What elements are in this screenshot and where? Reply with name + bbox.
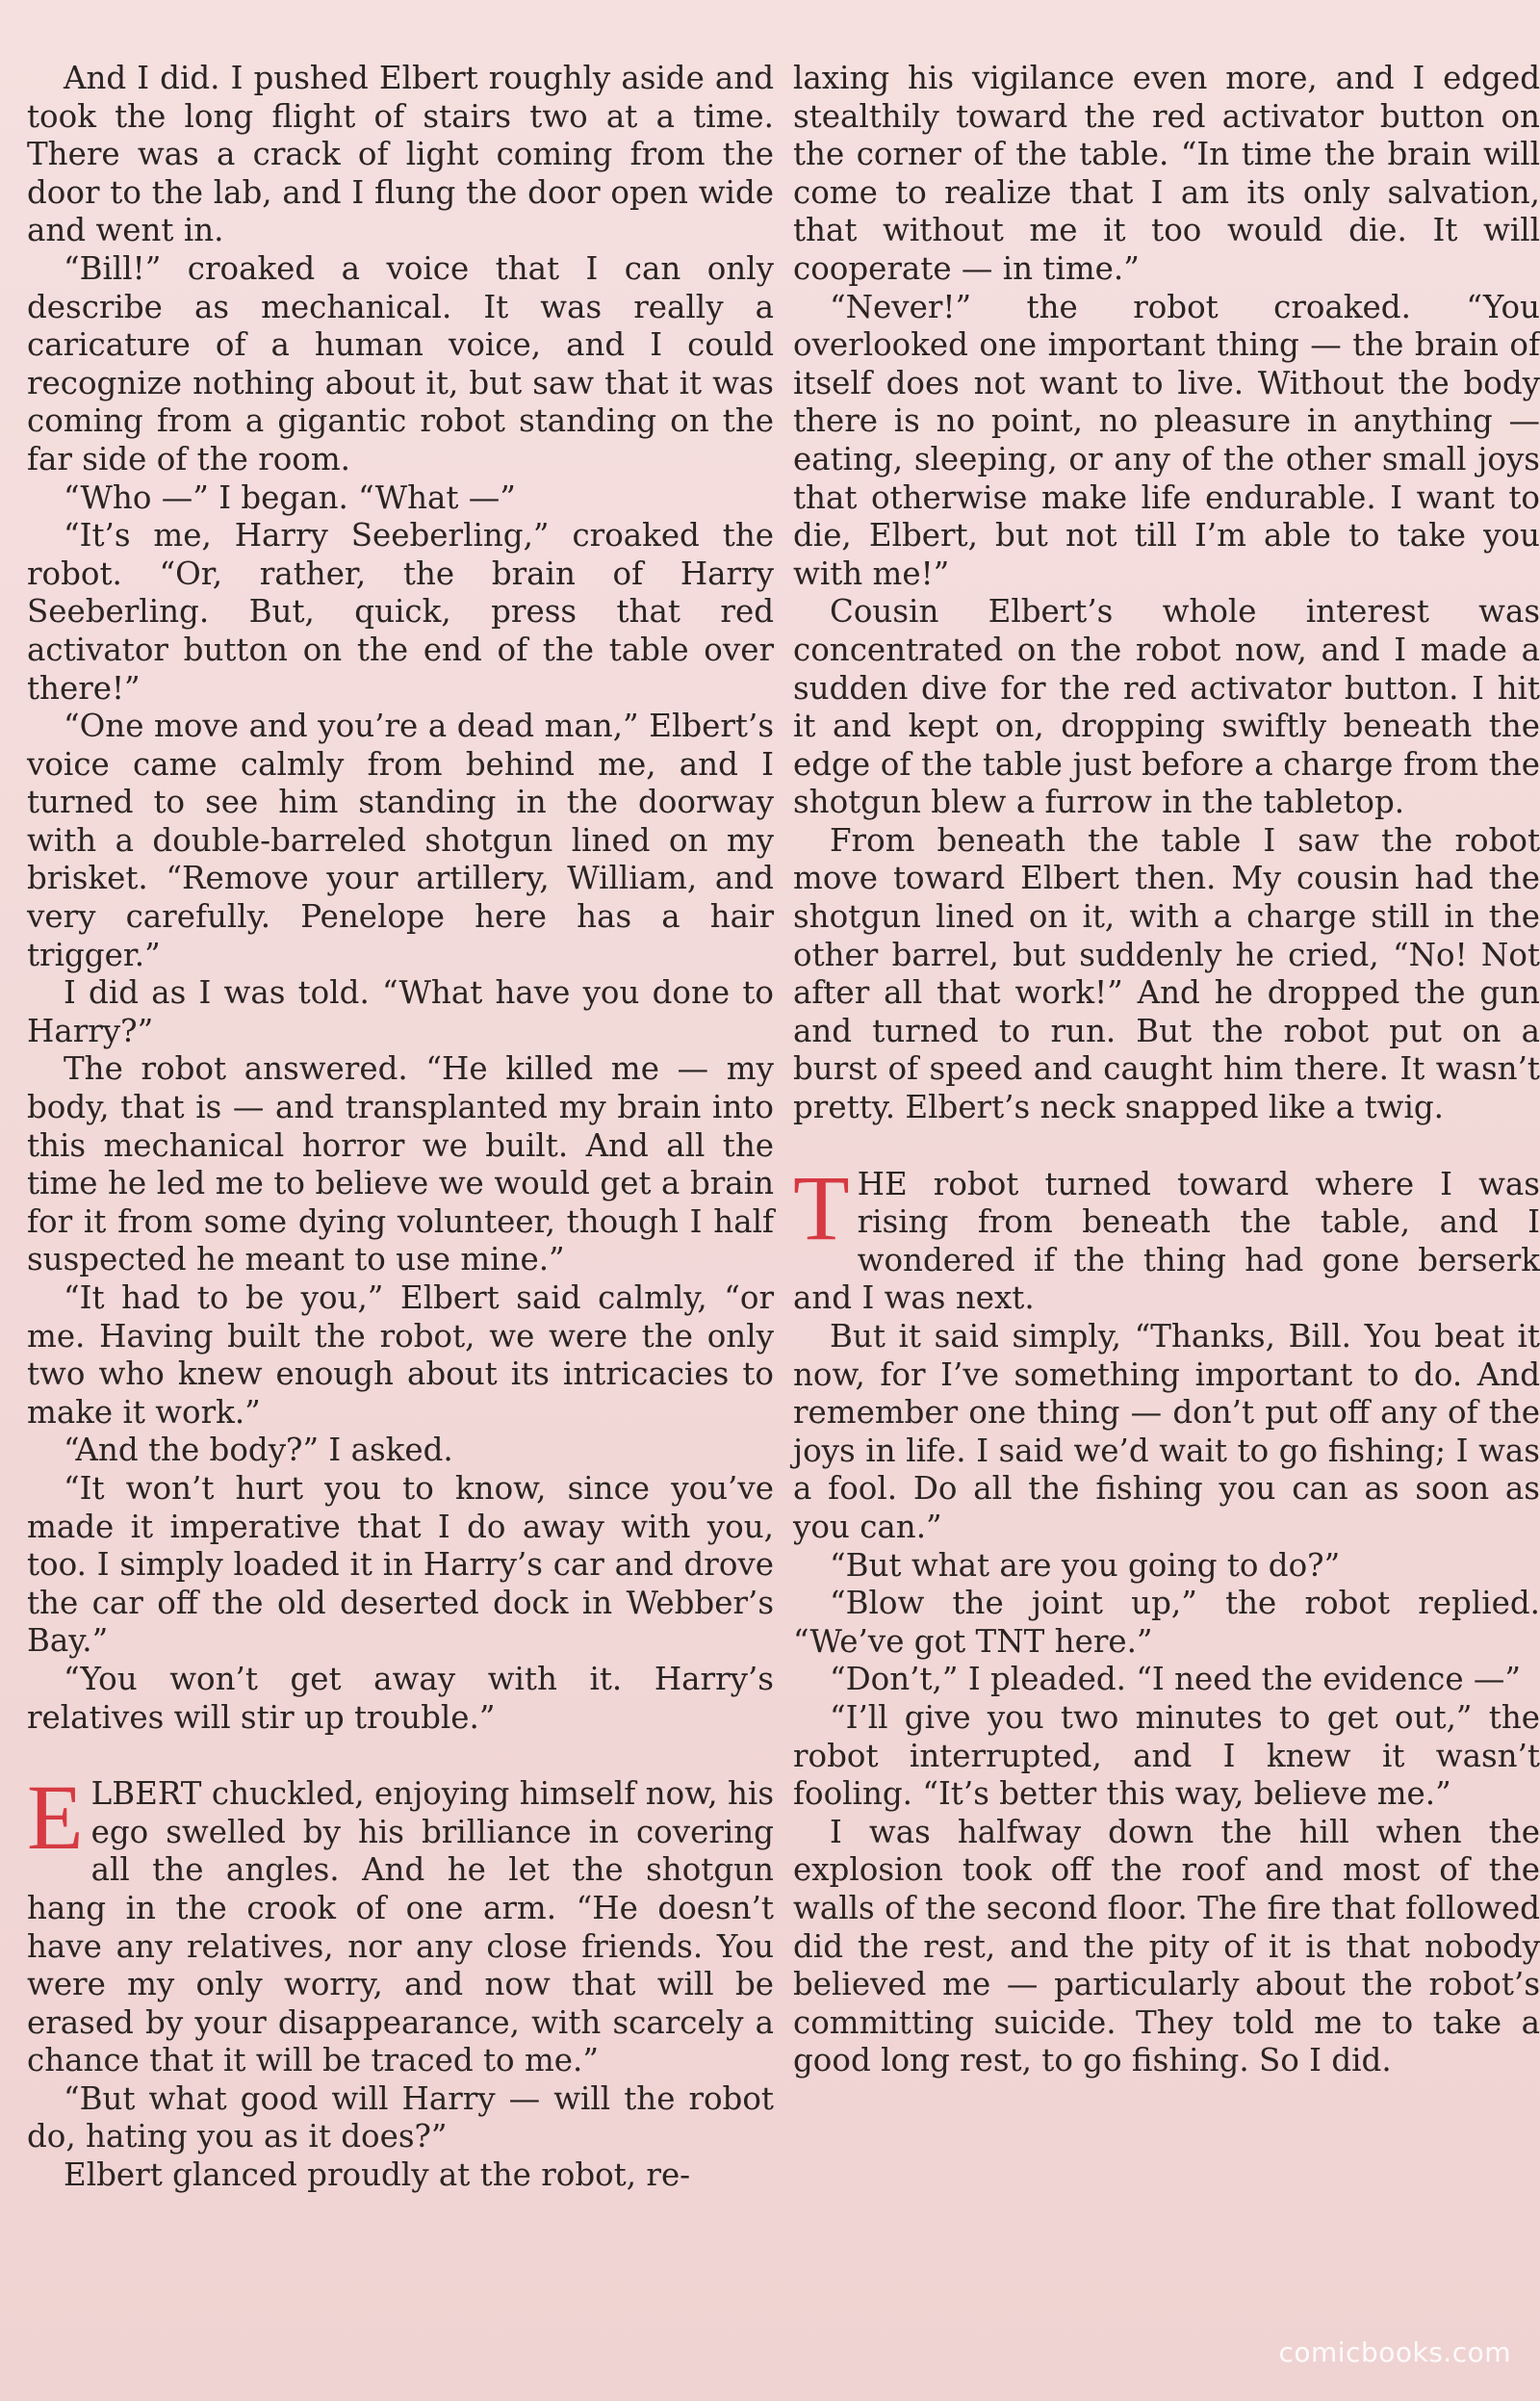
- paragraph: “Never!” the robot croaked. “You overlooked one important thing — the brain of itself does not want to live. Without the body there is no point, no pleasure in anything — eating, sleeping, or any of the other small joys that otherwise make life endurable. I want to die, Elbert, but not till I’m able to take you with me!”: [793, 288, 1540, 592]
- paragraph: Cousin Elbert’s whole interest was concentrated on the robot now, and I made a sudden dive for the red activator button. I hit it and kept on, dropping swiftly beneath the edge of the table just before a charge from the shotgun blew a furrow in the tabletop.: [793, 593, 1540, 821]
- paragraph: “You won’t get away with it. Harry’s relatives will stir up trouble.”: [27, 1660, 774, 1736]
- left-column: [27, 60, 774, 2195]
- drop-cap-letter: E: [27, 1766, 84, 1870]
- paragraph: “But what are you going to do?”: [830, 1546, 1341, 1584]
- paragraph-text: HE robot turned toward where I was rising from beneath the table, and I wondered if the thing had gone berserk and I was next.: [793, 1165, 1540, 1317]
- paragraph: laxing his vigilance even more, and I edged stealthily toward the red activator button on the corner of the table. “In time the brain will come to realize that I am its only salvation, that without me it too would die. It will cooperate — in time.”: [793, 60, 1540, 287]
- paragraph: And I did. I pushed Elbert roughly aside and took the long flight of stairs two at a time. There was a crack of light coming from the door to the lab, and I flung the door open wide and went in.: [27, 60, 774, 249]
- paragraph: I was halfway down the hill when the explosion took off the roof and most of the walls of the second floor. The fire that followed did the rest, and the pity of it is that nobody believed me — particularly about the robot’s committing suicide. They told me to take a good long rest, to go fishing. So I did.: [793, 1813, 1540, 2079]
- paragraph-dropcap: [27, 1766, 774, 2080]
- paragraph: “Bill!” croaked a voice that I can only describe as mechanical. It was really a caricature of a human voice, and I could recognize nothing about it, but saw that it was coming from a gigantic robot standing on the far side of the room.: [27, 249, 774, 478]
- right-column: [793, 60, 1540, 2080]
- watermark: comicbooks.com: [1278, 2336, 1511, 2368]
- paragraph: But it said simply, “Thanks, Bill. You beat it now, for I’ve something important to do. And remember one thing — don’t put off any of the joys in life. I said we’d wait to go fishing; I was a fool. Do all the fishing you can as soon as you can.”: [793, 1318, 1540, 1545]
- paragraph-text: LBERT chuckled, enjoying himself now, his ego swelled by his brilliance in covering all the angles. And he let the shotgun hang in the crook of one arm. “He doesn’t have any relatives, nor any close friends. You were my only worry, and now that will be erased by your disappearance, with scarcely a chance that it will be traced to me.”: [27, 1775, 774, 2079]
- paragraph: “It won’t hurt you to know, since you’ve made it imperative that I do away with you, too. I simply loaded it in Harry’s car and drove the car off the old deserted dock in Webber’s Bay.”: [27, 1469, 774, 1660]
- paragraph: The robot answered. “He killed me — my body, that is — and transplanted my brain into this mechanical horror we built. And all the time he led me to believe we would get a brain for it from some dying volunteer, though I half suspected he meant to use mine.”: [27, 1050, 774, 1278]
- paragraph: “And the body?” I asked.: [64, 1432, 453, 1469]
- paragraph: “One move and you’re a dead man,” Elbert’s voice came calmly from behind me, and I turned to see him standing in the doorway with a double-barreled shotgun lined on my brisket. “Remove your artillery, William, and very carefully. Penelope here has a hair trigger.”: [27, 708, 774, 973]
- paragraph: I did as I was told. “What have you done to Harry?”: [27, 974, 774, 1049]
- paragraph: “Blow the joint up,” the robot replied. “We’ve got TNT here.”: [793, 1585, 1540, 1660]
- paragraph: “It had to be you,” Elbert said calmly, “or me. Having built the robot, we were the only two who knew enough about its intricacies to make it work.”: [27, 1279, 774, 1431]
- paragraph: “Who —” I began. “What —”: [64, 478, 516, 516]
- paragraph: “I’ll give you two minutes to get out,” the robot interrupted, and I knew it wasn’t fooling. “It’s better this way, believe me.”: [793, 1698, 1540, 1813]
- paragraph: From beneath the table I saw the robot move toward Elbert then. My cousin had the shotgun lined on it, with a charge still in the other barrel, but suddenly he cried, “No! Not after all that work!” And he dropped the gun and turned to run. But the robot put on a burst of speed and caught him there. It wasn’t pretty. Elbert’s neck snapped like a twig.: [793, 821, 1540, 1126]
- paragraph-dropcap: [793, 1155, 1540, 1318]
- paragraph: “Don’t,” I pleaded. “I need the evidence —”: [830, 1661, 1522, 1698]
- paragraph: Elbert glanced proudly at the robot, re-: [64, 2156, 691, 2194]
- drop-cap-letter: T: [793, 1155, 850, 1259]
- paragraph: “But what good will Harry — will the robot do, hating you as it does?”: [27, 2079, 774, 2156]
- paragraph: “It’s me, Harry Seeberling,” croaked the robot. “Or, rather, the brain of Harry Seeberling. But, quick, press that red activator button on the end of the table over there!”: [27, 517, 774, 707]
